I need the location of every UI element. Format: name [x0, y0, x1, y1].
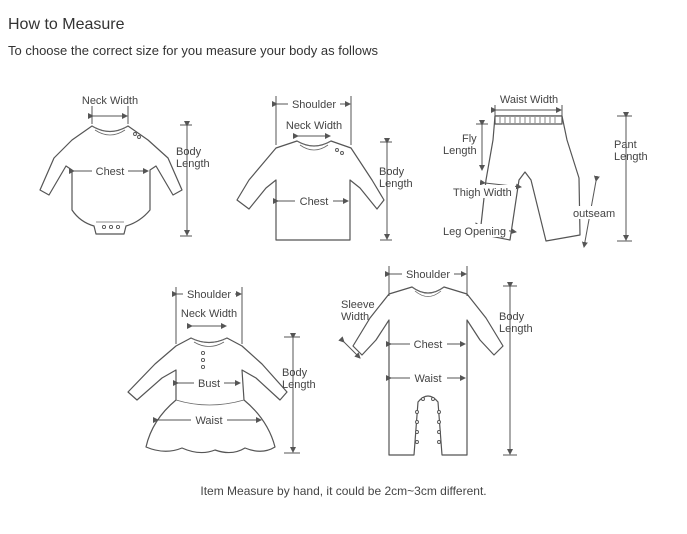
- romper-snap: [416, 411, 419, 414]
- romper-snap: [432, 398, 435, 401]
- romper-sleeve-label: Sleeve: [341, 299, 375, 311]
- shirt-garment: [237, 141, 384, 240]
- pants-pant-label: Pant: [614, 139, 637, 151]
- romper-snap: [416, 441, 419, 444]
- bodysuit-neck-width-label: Neck Width: [81, 95, 139, 107]
- shirt-shoulder-label: Shoulder: [291, 99, 337, 111]
- shirt-shoulder-snap: [341, 152, 344, 155]
- bodysuit-figure: [40, 95, 210, 236]
- dress-bust-label: Bust: [197, 378, 221, 390]
- dress-neck-width-label: Neck Width: [180, 308, 238, 320]
- pants-fly-length-label: Length: [443, 145, 477, 157]
- romper-body-label: Body: [499, 311, 525, 323]
- page-subtitle: To choose the correct size for you measure your body as follows: [8, 43, 378, 58]
- shirt-chest-label: Chest: [299, 196, 329, 208]
- pants-pant-length-label: Length: [614, 151, 648, 163]
- romper-snap: [438, 441, 441, 444]
- shirt-shoulder-snap: [336, 149, 339, 152]
- dress-body-label: Body: [282, 367, 308, 379]
- bodysuit-chest-label: Chest: [95, 166, 125, 178]
- bodysuit-garment: [40, 126, 182, 234]
- romper-chest-label: Chest: [413, 339, 443, 351]
- shirt-figure: [237, 96, 413, 240]
- bodysuit-body-label: Body: [176, 146, 202, 158]
- romper-snap: [416, 421, 419, 424]
- romper-snap: [438, 411, 441, 414]
- pants-outseam-label: outseam: [573, 208, 616, 220]
- romper-shoulder-label: Shoulder: [405, 269, 451, 281]
- pants-waist-width-label: Waist Width: [499, 94, 559, 106]
- shirt-body-label: Body: [379, 166, 405, 178]
- romper-waist-label: Waist: [414, 373, 442, 385]
- dress-button: [201, 351, 204, 354]
- pants-garment: [480, 116, 580, 241]
- bodysuit-snap: [116, 225, 119, 228]
- dress-button: [201, 358, 204, 361]
- romper-figure: [341, 266, 533, 455]
- bodysuit-length-label: Length: [176, 158, 210, 170]
- shirt-length-label: Length: [379, 178, 413, 190]
- shirt-neck-width-label: Neck Width: [285, 120, 343, 132]
- bodysuit-snap: [102, 225, 105, 228]
- romper-length-label: Length: [499, 323, 533, 335]
- dress-garment: [128, 338, 287, 453]
- bodysuit-shoulder-snap: [134, 133, 137, 136]
- romper-sleeve-width-label: Width: [341, 311, 370, 323]
- page-title: How to Measure: [8, 16, 125, 33]
- dress-length-label: Length: [282, 379, 316, 391]
- bodysuit-shoulder-snap: [138, 136, 141, 139]
- romper-snap: [438, 421, 441, 424]
- pants-leg-opening-label: Leg Opening: [443, 226, 506, 238]
- pants-fly-label: Fly: [462, 133, 477, 145]
- dress-waist-label: Waist: [195, 415, 223, 427]
- romper-snap: [416, 431, 419, 434]
- measurement-note: Item Measure by hand, it could be 2cm~3cm different.: [200, 484, 487, 498]
- pants-thigh-width-label: Thigh Width: [453, 187, 512, 199]
- romper-snap: [438, 431, 441, 434]
- dress-figure: [128, 287, 316, 453]
- romper-snap: [422, 398, 425, 401]
- pants-figure: [443, 94, 648, 247]
- dress-button: [201, 365, 204, 368]
- dress-shoulder-label: Shoulder: [186, 289, 232, 301]
- bodysuit-snap: [109, 225, 112, 228]
